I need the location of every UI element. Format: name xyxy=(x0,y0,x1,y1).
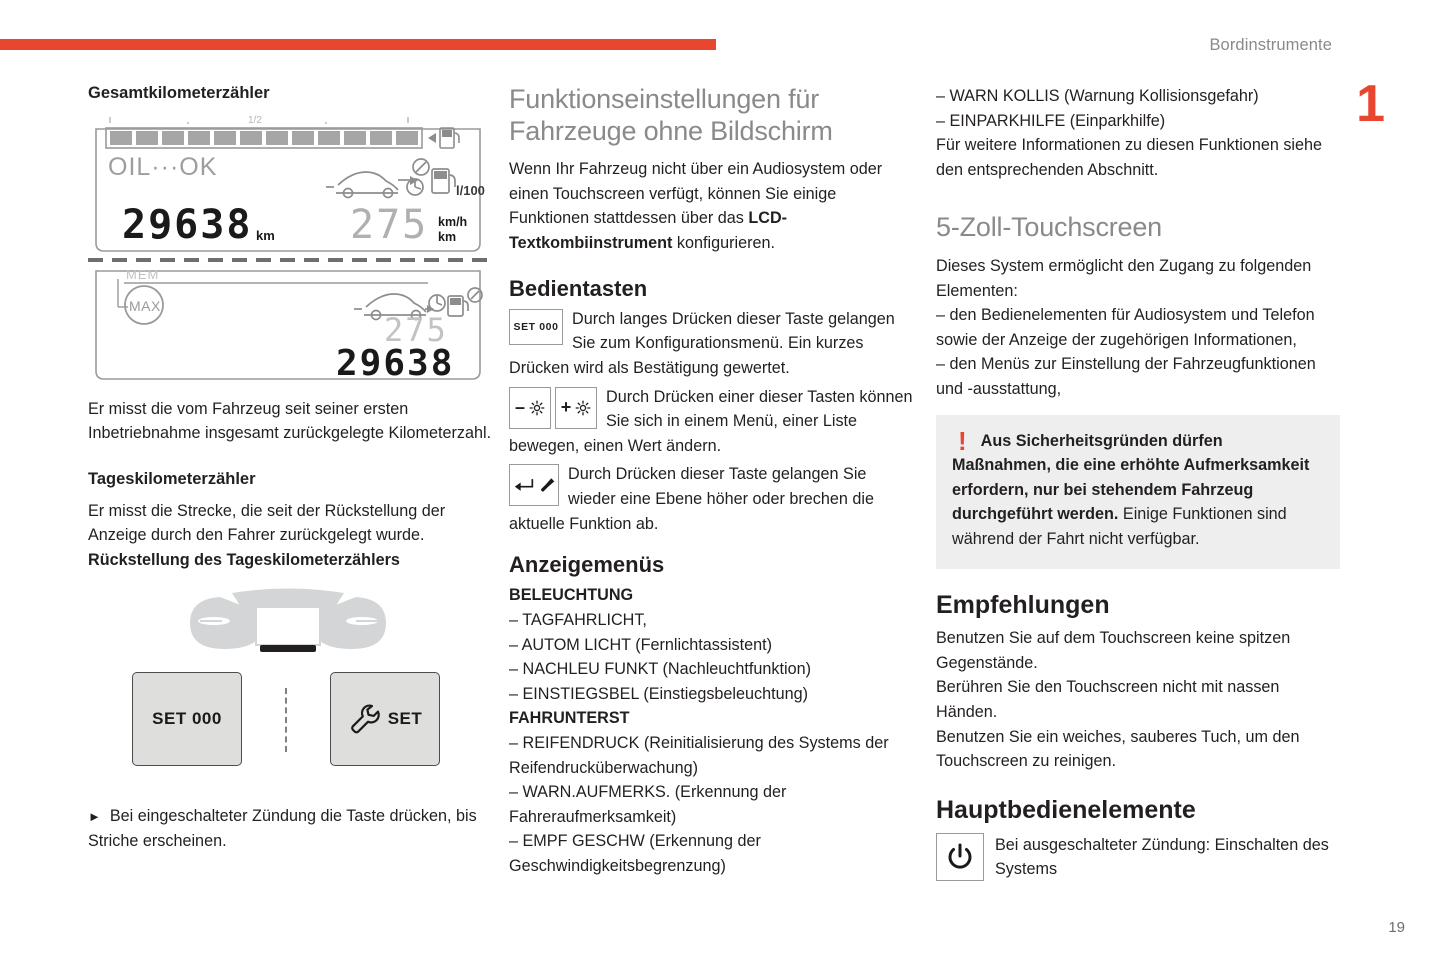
menu-item-continued: – WARN KOLLIS (Warnung Kollisionsgefahr) xyxy=(936,87,1259,105)
menu-group-name: BELEUCHTUNG xyxy=(509,586,634,605)
safety-warning-box xyxy=(936,415,1340,570)
trip-description: Er misst die Strecke, die seit der Rückstellung der Anzeige durch den Fahrer zurückgelegt wurde. xyxy=(88,501,446,545)
power-control-row xyxy=(936,833,1340,882)
intro-part2: konfigurieren. xyxy=(672,233,775,252)
steering-wheel-icon xyxy=(88,583,492,673)
menu-item: – NACHLEU FUNKT (Nachleuchtfunktion) xyxy=(509,660,811,679)
instruction-bullet: ► xyxy=(88,808,101,824)
button-set-description: Durch langes Drücken dieser Taste gelangen Sie zum Konfigurationsmenü. Ein kurzes Drücken wird als Bestätigung gewertet. xyxy=(509,309,895,378)
steering-wheel-keys-figure xyxy=(88,583,492,798)
chapter-title: Bordinstrumente xyxy=(1209,36,1332,54)
menu-item: – EINSTIEGSBEL (Einstiegsbeleuchtung) xyxy=(509,684,809,703)
recommendation-line: Benutzen Sie ein weiches, sauberes Tuch, um den Touchscreen zu reinigen. xyxy=(936,727,1300,771)
svg-text:MEM: MEM xyxy=(126,266,160,282)
touchscreen-item: – den Menüs zur Einstellung der Fahrzeugfunktionen und -ausstattung, xyxy=(936,355,1316,398)
power-button[interactable] xyxy=(936,833,984,881)
button-back-description: Durch Drücken dieser Taste gelangen Sie wieder eine Ebene höher oder brechen die aktuelle Funktion ab. xyxy=(509,465,874,533)
svg-text:l/100: l/100 xyxy=(456,182,485,198)
button-plusminus-glyphs xyxy=(509,387,597,429)
button-set-000-glyph[interactable]: SET 000 xyxy=(509,309,563,345)
menu-group-fahrunterst xyxy=(509,706,913,878)
brightness-icon xyxy=(529,400,545,416)
svg-text:275: 275 xyxy=(384,310,448,349)
menu-item: – REIFENDRUCK (Reinitialisierung des Systems der Reifendrucküberwachung) xyxy=(509,734,889,777)
odometer-description: Er misst die vom Fahrzeug seit seiner ersten Inbetriebnahme insgesamt zurückgelegte Kilometerzahl. xyxy=(88,399,492,443)
menu-item: – TAGFAHRLICHT, xyxy=(509,611,647,630)
continued-reference-text: Für weitere Informationen zu diesen Funktionen siehe den entsprechenden Abschnitt. xyxy=(936,136,1323,179)
svg-text:OIL···OK: OIL···OK xyxy=(108,152,218,181)
touchscreen-item: – den Bedienelementen für Audiosystem und Telefon sowie der Anzeige der zugehörigen Informationen, xyxy=(936,306,1315,349)
intro-bold: LCD-Textkombiinstrument xyxy=(509,209,788,252)
button-minus-brightness[interactable] xyxy=(509,387,551,429)
svg-text:MAX: MAX xyxy=(129,297,161,314)
warning-exclamation-icon: ! xyxy=(958,425,967,456)
wrench-icon xyxy=(537,476,555,494)
button-plusminus-row xyxy=(509,385,913,459)
warning-bold-text: Aus Sicherheitsgründen dürfen Maßnahmen, die eine erhöhte Aufmerksamkeit erfordern, nur bei stehendem Fahrzeug durchgeführt werden. xyxy=(952,431,1310,524)
section-title-funktionseinstellungen: Funktionseinstellungen für Fahrzeuge ohne Bildschirm xyxy=(509,84,833,146)
svg-text:275: 275 xyxy=(350,201,429,248)
menu-group-name: FAHRUNTERST xyxy=(509,709,630,728)
svg-text:km/h: km/h xyxy=(438,214,468,229)
wrench-icon xyxy=(348,702,382,736)
intro-part1: Wenn Ihr Fahrzeug nicht über ein Audiosystem oder einen Touchscreen verfügt, können Sie einige Funktionen stattdessen über das xyxy=(509,160,883,228)
svg-text:29638: 29638 xyxy=(336,342,455,383)
touchscreen-intro: Dieses System ermöglicht den Zugang zu folgenden Elementen: xyxy=(936,256,1312,300)
menu-group-beleuchtung xyxy=(509,583,913,706)
left-column xyxy=(88,84,492,854)
button-back-row xyxy=(509,462,913,536)
button-back-escape[interactable] xyxy=(509,464,559,506)
heading-anzeigemenues: Anzeigemenüs xyxy=(509,552,665,578)
plus-label: + xyxy=(560,397,572,418)
intro-paragraph xyxy=(509,157,913,255)
menu-item: – AUTOM LICHT (Fernlichtassistent) xyxy=(509,635,772,654)
warning-normal-text: Einige Funktionen sind während der Fahrt nicht verfügbar. xyxy=(952,505,1287,548)
instruction-text: Bei eingeschalteter Zündung die Taste drücken, bis Striche erscheinen. xyxy=(88,806,477,851)
right-column xyxy=(936,84,1340,882)
svg-text:1/2: 1/2 xyxy=(248,114,262,126)
heading-hauptbedienelemente: Hauptbedienelemente xyxy=(936,795,1196,824)
svg-text:29638: 29638 xyxy=(122,201,253,248)
svg-text:km: km xyxy=(256,227,275,243)
middle-column xyxy=(509,84,913,879)
button-set-row xyxy=(509,307,913,381)
minus-label: – xyxy=(514,397,525,418)
heading-empfehlungen: Empfehlungen xyxy=(936,591,1110,620)
heading-gesamtkilometerzaehler: Gesamtkilometerzähler xyxy=(88,84,270,102)
heading-tageskilometerzaehler: Tageskilometerzähler xyxy=(88,469,256,488)
chapter-number: 1 xyxy=(1356,75,1383,133)
svg-text:km: km xyxy=(438,229,457,244)
key-set-000[interactable]: SET 000 xyxy=(132,672,242,766)
power-icon xyxy=(945,842,975,872)
button-plusminus-description: Durch Drücken einer dieser Tasten können Sie sich in einem Menü, einer Liste bewegen, einen Wert ändern. xyxy=(509,387,913,455)
lcd-instrument-illustration xyxy=(88,113,488,383)
trip-reset-heading: Rückstellung des Tageskilometerzählers xyxy=(88,550,400,569)
figure-divider xyxy=(285,688,287,752)
power-description: Bei ausgeschalteter Zündung: Einschalten des Systems xyxy=(995,835,1329,879)
key-wrench-set[interactable] xyxy=(330,672,440,766)
recommendation-line: Berühren Sie den Touchscreen nicht mit nassen Händen. xyxy=(936,678,1280,722)
header-accent-rule xyxy=(0,39,716,50)
brightness-icon xyxy=(575,400,591,416)
section-title-touchscreen: 5-Zoll-Touchscreen xyxy=(936,212,1162,243)
button-plus-brightness[interactable] xyxy=(555,387,597,429)
menu-item-continued: – EINPARKHILFE (Einparkhilfe) xyxy=(936,111,1166,130)
heading-bedientasten: Bedientasten xyxy=(509,275,648,301)
return-arrow-icon xyxy=(514,477,534,493)
recommendation-line: Benutzen Sie auf dem Touchscreen keine spitzen Gegenstände. xyxy=(936,629,1291,672)
lcd-svg xyxy=(88,113,488,383)
menu-item: – EMPF GESCHW (Erkennung der Geschwindigkeitsbegrenzung) xyxy=(509,832,761,875)
page-number: 19 xyxy=(1388,919,1405,936)
trip-reset-instruction xyxy=(88,804,492,854)
key-right-label: SET xyxy=(387,708,423,728)
menu-item: – WARN.AUFMERKS. (Erkennung der Fahreraufmerksamkeit) xyxy=(509,783,787,826)
